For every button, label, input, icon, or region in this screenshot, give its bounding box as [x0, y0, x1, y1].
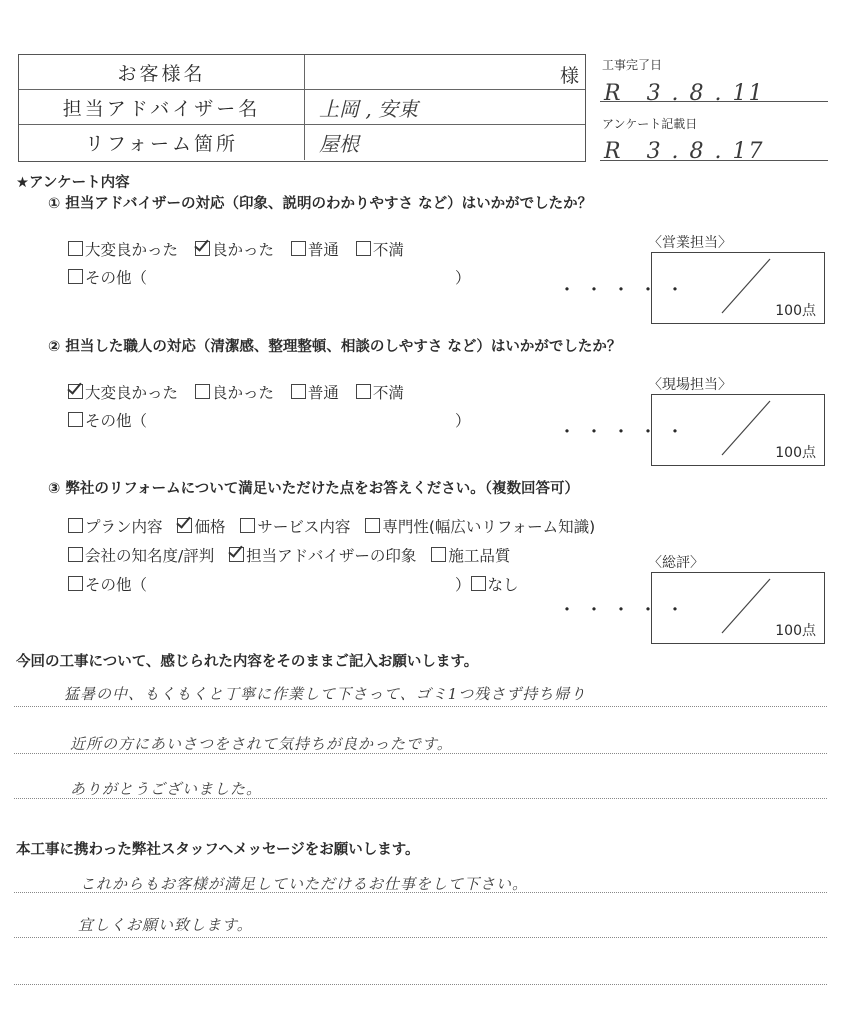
checkbox-icon[interactable]: [68, 576, 83, 591]
checkbox-icon[interactable]: [365, 518, 380, 533]
q1-option-other[interactable]: その他（: [68, 266, 147, 288]
checkbox-icon[interactable]: [471, 576, 486, 591]
q3-option-none[interactable]: なし: [471, 576, 519, 594]
checked-checkbox-icon[interactable]: [195, 241, 210, 256]
question-3: ③ 弊社のリフォームについて満足いただけた点をお答えください。（複数回答可）: [48, 481, 580, 497]
q2-leader-dots: ・・・・・: [558, 422, 693, 443]
q1-option-very-good[interactable]: 大変良かった: [68, 241, 178, 259]
question-1: ① 担当アドバイザーの対応（印象、説明のわかりやすさ など）はいかがでしたか？: [48, 196, 593, 212]
comment-line-3: ありがとうございました。: [70, 780, 263, 798]
checkbox-icon[interactable]: [240, 518, 255, 533]
q2-option-other[interactable]: その他（: [68, 409, 147, 431]
comment-line-1: 猛暑の中、もくもくと丁寧に作業して下さって、ゴミ1つ残さず持ち帰り: [64, 685, 587, 703]
q3-option-reputation[interactable]: 会社の知名度/評判: [68, 547, 214, 565]
q2-option-good[interactable]: 良かった: [195, 384, 274, 402]
writing-line: [14, 984, 827, 985]
site-score-box: [651, 394, 825, 466]
writing-line: [14, 706, 827, 707]
checked-checkbox-icon[interactable]: [229, 547, 244, 562]
message-line-2: 宜しくお願い致します。: [78, 916, 253, 934]
checkbox-icon[interactable]: [68, 412, 83, 427]
question-2: ② 担当した職人の対応（清潔感、整理整頓、相談のしやすさ など）はいかがでしたか？: [48, 339, 622, 355]
survey-heading: ★アンケート内容: [16, 175, 130, 191]
q3-option-advisor-impression[interactable]: 担当アドバイザーの印象: [229, 547, 416, 565]
writing-line: [14, 892, 827, 893]
survey-date-value: R 3 . 8 . 17: [604, 139, 765, 164]
checkbox-icon[interactable]: [291, 241, 306, 256]
checked-checkbox-icon[interactable]: [177, 518, 192, 533]
checkbox-icon[interactable]: [195, 384, 210, 399]
completion-date-value: R 3 . 8 . 11: [604, 81, 765, 106]
checkbox-icon[interactable]: [356, 384, 371, 399]
q1-options: [68, 238, 404, 260]
reform-location-value: 屋根: [319, 132, 359, 156]
q1-score-title: 〈営業担当〉: [648, 235, 732, 251]
checkbox-icon[interactable]: [68, 547, 83, 562]
customer-info-table: [18, 54, 586, 162]
q3-option-expertise[interactable]: 専門性(幅広いリフォーム知識): [365, 518, 595, 536]
advisor-name-label: 担当アドバイザー名: [19, 90, 305, 124]
q1-other-close: ）: [455, 269, 471, 287]
q3-score-unit: 100点: [775, 623, 816, 639]
honorific-suffix: 様: [559, 65, 579, 87]
comments-title: 今回の工事について、感じられた内容をそのままご記入お願いします。: [16, 654, 479, 670]
customer-name-row: [19, 55, 585, 90]
q3-options-row2: [68, 544, 510, 566]
writing-line: [14, 798, 827, 799]
q2-option-very-good[interactable]: 大変良かった: [68, 384, 178, 402]
overall-score-box: [651, 572, 825, 644]
q2-score-title: 〈現場担当〉: [648, 377, 732, 393]
comment-line-2: 近所の方にあいさつをされて気持ちが良かったです。: [70, 735, 453, 753]
q2-options: [68, 381, 404, 403]
reform-location-label: リフォーム箇所: [19, 125, 305, 160]
q3-score-title: 〈総評〉: [648, 555, 704, 571]
checked-checkbox-icon[interactable]: [68, 384, 83, 399]
sales-score-box: [651, 252, 825, 324]
checkbox-icon[interactable]: [68, 269, 83, 284]
q2-option-dissatisfied[interactable]: 不満: [356, 384, 404, 402]
reform-location-row: [19, 125, 585, 160]
completion-date-underline: [600, 101, 828, 102]
q1-score-unit: 100点: [775, 303, 816, 319]
q3-options-row1: [68, 515, 595, 537]
message-title: 本工事に携わった弊社スタッフへメッセージをお願いします。: [16, 842, 420, 858]
checkbox-icon[interactable]: [68, 518, 83, 533]
q3-other-close: ）: [455, 576, 471, 594]
q2-score-unit: 100点: [775, 445, 816, 461]
writing-line: [14, 753, 827, 754]
q2-option-normal[interactable]: 普通: [291, 384, 339, 402]
advisor-name-row: [19, 90, 585, 125]
checkbox-icon[interactable]: [431, 547, 446, 562]
q3-option-service[interactable]: サービス内容: [240, 518, 350, 536]
survey-date-label: アンケート記載日: [602, 117, 698, 131]
q1-leader-dots: ・・・・・: [558, 280, 693, 301]
customer-name-label: お客様名: [19, 55, 305, 89]
q1-option-dissatisfied[interactable]: 不満: [356, 241, 404, 259]
advisor-name-value: 上岡 , 安東: [319, 97, 419, 121]
q1-option-normal[interactable]: 普通: [291, 241, 339, 259]
writing-line: [14, 937, 827, 938]
message-line-1: これからもお客様が満足していただけるお仕事をして下さい。: [80, 875, 529, 893]
survey-date-underline: [600, 160, 828, 161]
checkbox-icon[interactable]: [291, 384, 306, 399]
q2-other-close: ）: [455, 412, 471, 430]
q3-leader-dots: ・・・・・: [558, 600, 693, 621]
q3-option-plan[interactable]: プラン内容: [68, 518, 163, 536]
completion-date-label: 工事完了日: [602, 58, 663, 72]
q3-option-price[interactable]: 価格: [177, 518, 225, 536]
checkbox-icon[interactable]: [68, 241, 83, 256]
checkbox-icon[interactable]: [356, 241, 371, 256]
q3-other-close-none: [455, 573, 519, 595]
q3-option-other[interactable]: その他（: [68, 573, 147, 595]
q1-option-good[interactable]: 良かった: [195, 241, 274, 259]
q3-option-quality[interactable]: 施工品質: [431, 547, 510, 565]
